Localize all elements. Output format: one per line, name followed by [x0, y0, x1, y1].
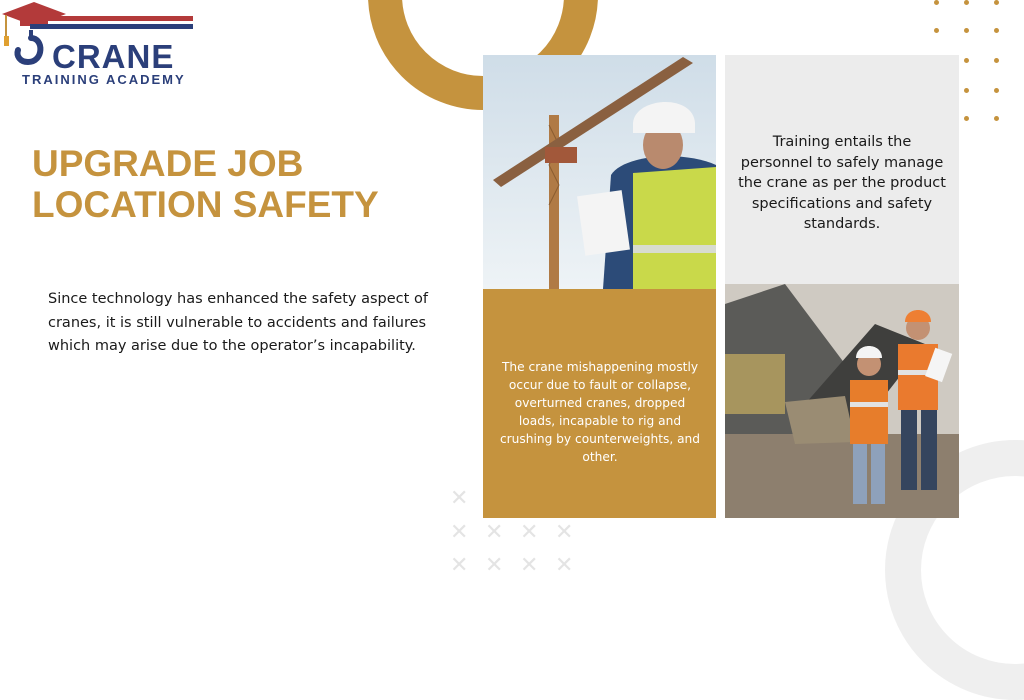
- title-line-1: UPGRADE JOB: [32, 143, 304, 184]
- intro-paragraph: Since technology has enhanced the safety aspect of cranes, it is still vulnerable to accidents and failures which may arise due to the operator’s incapability.: [48, 291, 428, 354]
- logo: [0, 0, 200, 95]
- title-line-2: LOCATION SAFETY: [32, 184, 379, 225]
- grey-panel-text: Training entails the personnel to safely manage the crane as per the product specifications and safety standards.: [738, 134, 946, 233]
- photo-worker-with-tower-crane: [483, 55, 716, 289]
- logo-brand: CRANE: [52, 38, 175, 75]
- crane-hook-icon: [17, 30, 40, 62]
- page-title: [32, 143, 452, 225]
- logo-tagline: TRAINING ACADEMY: [22, 72, 186, 87]
- photo-engineers-by-excavator: [725, 284, 959, 518]
- gold-panel-text: The crane mishappening mostly occur due to fault or collapse, overturned cranes, dropped loads, incapable to rig and crushing by counterweights, and other.: [499, 360, 701, 464]
